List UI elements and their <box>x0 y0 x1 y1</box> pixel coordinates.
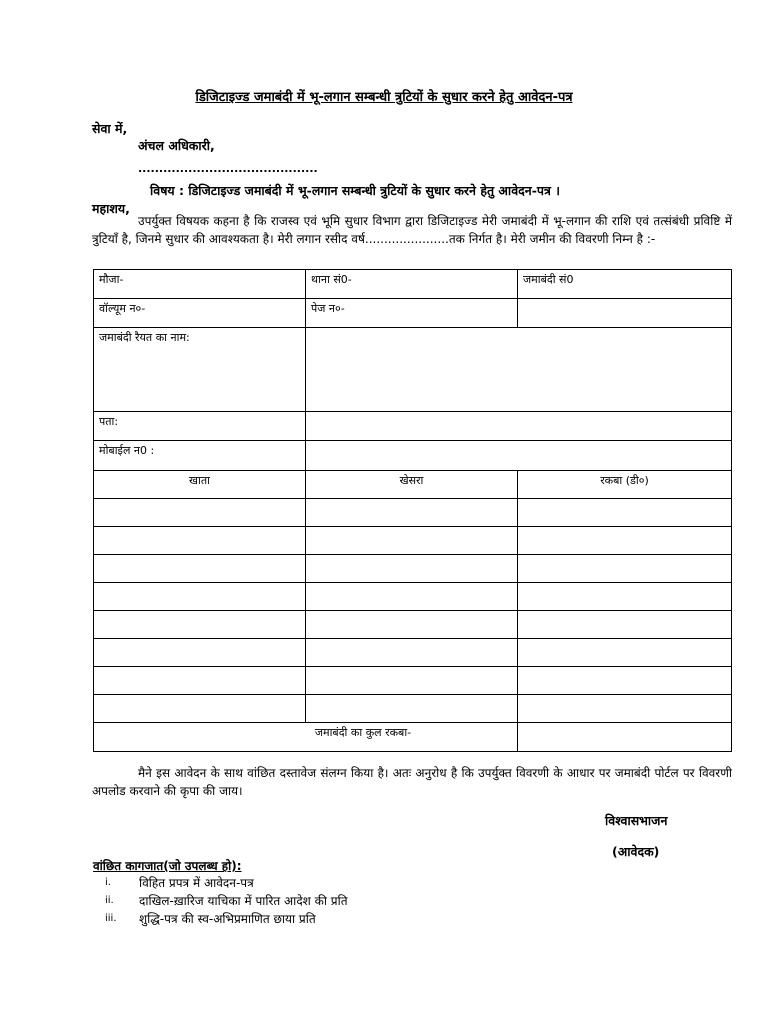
table-row <box>94 695 732 723</box>
table-row <box>94 299 732 328</box>
khata-cell[interactable] <box>94 555 306 583</box>
rakba-cell[interactable] <box>518 499 732 527</box>
table-row <box>94 412 732 441</box>
rakba-header: रकबा (डी०) <box>518 471 732 499</box>
khata-cell[interactable] <box>94 583 306 611</box>
volume-cell[interactable]: वॉल्यूम न०- <box>94 299 306 328</box>
list-item <box>93 892 348 910</box>
list-item <box>93 910 316 928</box>
total-rakba-label: जमाबंदी का कुल रकबा- <box>94 723 518 752</box>
addressee-line: सेवा में, <box>92 121 128 136</box>
khesra-cell[interactable] <box>306 695 518 723</box>
khata-cell[interactable] <box>94 695 306 723</box>
khata-cell[interactable] <box>94 499 306 527</box>
mobile-field[interactable] <box>306 441 732 471</box>
salutation: महाशय, <box>92 201 130 216</box>
table-row <box>94 270 732 299</box>
raiyat-name-label: जमाबंदी रैयत का नाम: <box>94 328 306 412</box>
table-row <box>94 583 732 611</box>
jamabandi-no-cell[interactable]: जमाबंदी सं0 <box>518 270 732 299</box>
table-row <box>94 611 732 639</box>
total-rakba-field[interactable] <box>518 723 732 752</box>
page-no-cell[interactable]: पेज न०- <box>306 299 518 328</box>
khesra-cell[interactable] <box>306 611 518 639</box>
list-item-number: ii. <box>105 895 114 906</box>
land-details-table <box>93 269 732 752</box>
total-row <box>94 723 732 752</box>
raiyat-name-field[interactable] <box>306 328 732 412</box>
page-title: डिजिटाइज्ड जमाबंदी में भू-लगान सम्बन्धी त्रुटियों के सुधार करने हेतु आवेदन-पत्र <box>195 90 573 105</box>
mobile-label: मोबाईल न0 : <box>94 441 306 471</box>
list-item-text: विहित प्रपत्र में आवेदन-पत्र <box>139 876 254 890</box>
table-row <box>94 639 732 667</box>
list-item <box>93 874 254 892</box>
rakba-cell[interactable] <box>518 639 732 667</box>
khesra-cell[interactable] <box>306 555 518 583</box>
khesra-cell[interactable] <box>306 667 518 695</box>
rakba-cell[interactable] <box>518 555 732 583</box>
table-row <box>94 328 732 412</box>
list-item-text: दाखिल-ख़ारिज याचिका में पारित आदेश की प्रति <box>139 894 348 908</box>
khata-cell[interactable] <box>94 527 306 555</box>
address-field[interactable] <box>306 412 732 441</box>
required-documents <box>93 857 348 928</box>
intro-paragraph: उपर्युक्त विषयक कहना है कि राजस्व एवं भूमि सुधार विभाग द्वारा डिजिटाइज्ड मेरी जमाबंदी में भू-लगान की राशि एवं तत्संबंधी प्रविष्टि में त्रुटियाँ है, जिनमे सुधार की आवश्यकता है। मेरी लगान रसीद वर्ष......................तक निर्गत है। मेरी जमीन की विवरणी निम्न है :- <box>92 214 732 246</box>
mauja-cell[interactable]: मौजा- <box>94 270 306 299</box>
khesra-cell[interactable] <box>306 583 518 611</box>
khata-cell[interactable] <box>94 611 306 639</box>
address-label: पता: <box>94 412 306 441</box>
table-row <box>94 499 732 527</box>
signature-aavedak: (आवेदक) <box>612 844 660 859</box>
rakba-cell[interactable] <box>518 583 732 611</box>
list-item-number: i. <box>105 877 111 888</box>
rakba-cell[interactable] <box>518 611 732 639</box>
rakba-cell[interactable] <box>518 527 732 555</box>
table-row <box>94 667 732 695</box>
khesra-cell[interactable] <box>306 499 518 527</box>
khesra-cell[interactable] <box>306 527 518 555</box>
table-row <box>94 441 732 471</box>
khata-cell[interactable] <box>94 667 306 695</box>
table-header-row <box>94 471 732 499</box>
thana-cell[interactable]: थाना सं0- <box>306 270 518 299</box>
khesra-cell[interactable] <box>306 639 518 667</box>
subject-line: विषय : डिजिटाइज्ड जमाबंदी में भू-लगान सम्बन्धी त्रुटियों के सुधार करने हेतु आवेदन-पत्र । <box>150 183 561 198</box>
officer-line: अंचल अधिकारी, <box>138 138 215 153</box>
documents-heading: वांछित कागजात(जो उपलब्ध हो): <box>93 859 242 873</box>
list-item-number: iii. <box>105 913 117 924</box>
closing-paragraph: मैने इस आवेदन के साथ वांछित दस्तावेज संलग्न किया है। अतः अनुरोध है कि उपर्युक्त विवरणी के आधार पर जमाबंदी पोर्टल पर विवरणी अपलोड करवाने की कृपा की जाय। <box>92 766 732 798</box>
table-row <box>94 555 732 583</box>
list-item-text: शुद्धि-पत्र की स्व-अभिप्रमाणित छाया प्रति <box>139 912 316 926</box>
empty-cell[interactable] <box>518 299 732 328</box>
officer-dots: ........................................... <box>138 162 318 175</box>
table-row <box>94 527 732 555</box>
khata-header: खाता <box>94 471 306 499</box>
signature-vishwas: विश्वासभाजन <box>605 813 668 828</box>
khata-cell[interactable] <box>94 639 306 667</box>
rakba-cell[interactable] <box>518 695 732 723</box>
khesra-header: खेसरा <box>306 471 518 499</box>
rakba-cell[interactable] <box>518 667 732 695</box>
